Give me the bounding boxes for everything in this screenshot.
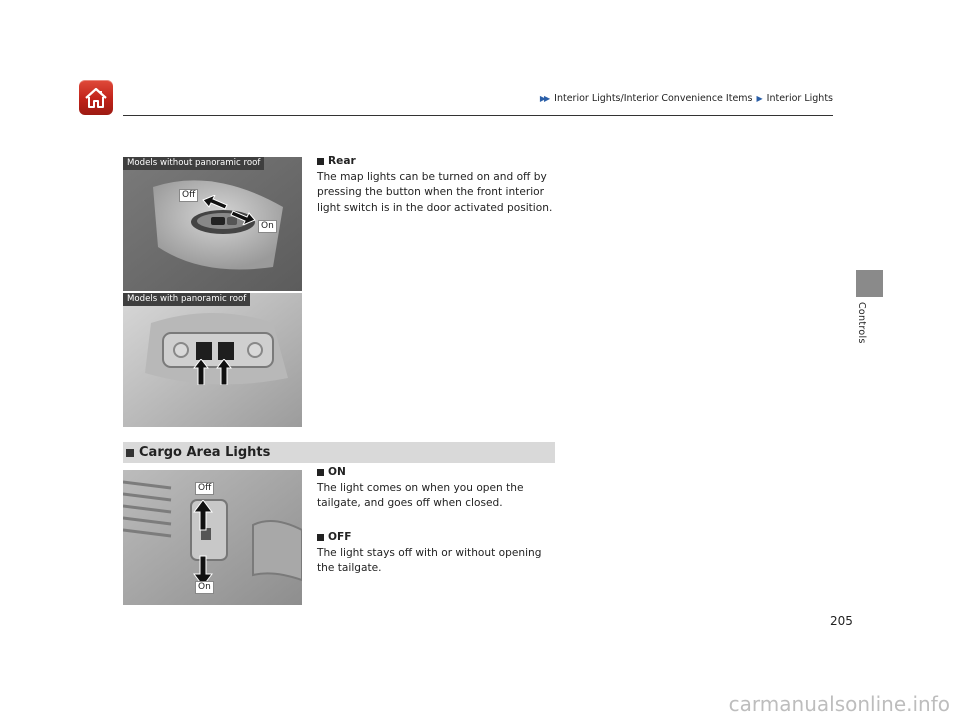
figure-caption: Models without panoramic roof	[123, 157, 264, 170]
section-square-icon	[126, 449, 134, 457]
bullet-square-icon	[317, 469, 324, 476]
breadcrumb-arrow-icon: ▶	[756, 94, 761, 103]
on-heading: ON	[328, 466, 346, 478]
double-arrow-icon	[201, 195, 257, 225]
up-arrows-icon	[193, 359, 233, 385]
off-heading: OFF	[328, 531, 352, 543]
on-body: The light comes on when you open the tailgate, and goes off when closed.	[317, 481, 524, 509]
rear-heading: Rear	[328, 155, 356, 167]
on-callout: On	[258, 220, 277, 233]
breadcrumb-item-current: Interior Lights	[766, 93, 833, 104]
header-divider	[123, 115, 833, 116]
rear-body: The map lights can be turned on and off by pressing the button when the front interior light switch is in the door activated position.	[317, 170, 553, 214]
page-number: 205	[830, 614, 853, 628]
up-down-arrows-icon	[193, 500, 213, 586]
off-callout: Off	[179, 189, 198, 202]
bullet-square-icon	[317, 534, 324, 541]
rear-description	[317, 154, 557, 216]
watermark: carmanualsonline.info	[728, 692, 950, 716]
side-tab-marker[interactable]	[856, 270, 883, 297]
figure-rear-without-roof	[123, 157, 302, 291]
figure-caption: Models with panoramic roof	[123, 293, 250, 306]
bullet-square-icon	[317, 158, 324, 165]
on-callout: On	[195, 581, 214, 594]
home-icon	[84, 87, 108, 109]
off-body: The light stays off with or without opening the tailgate.	[317, 546, 542, 574]
figure-rear-with-roof	[123, 293, 302, 427]
breadcrumb	[540, 93, 833, 104]
section-header-cargo	[123, 442, 555, 463]
breadcrumb-item-section[interactable]: Interior Lights/Interior Convenience Items	[554, 93, 753, 104]
figure-cargo-light	[123, 470, 302, 605]
off-callout: Off	[195, 482, 214, 495]
section-title: Cargo Area Lights	[139, 445, 271, 460]
home-button[interactable]	[79, 80, 113, 115]
side-tab-label: Controls	[856, 302, 867, 344]
cargo-off-description	[317, 530, 557, 577]
cargo-on-description	[317, 465, 557, 512]
breadcrumb-arrow-icon: ▶▶	[539, 94, 549, 103]
